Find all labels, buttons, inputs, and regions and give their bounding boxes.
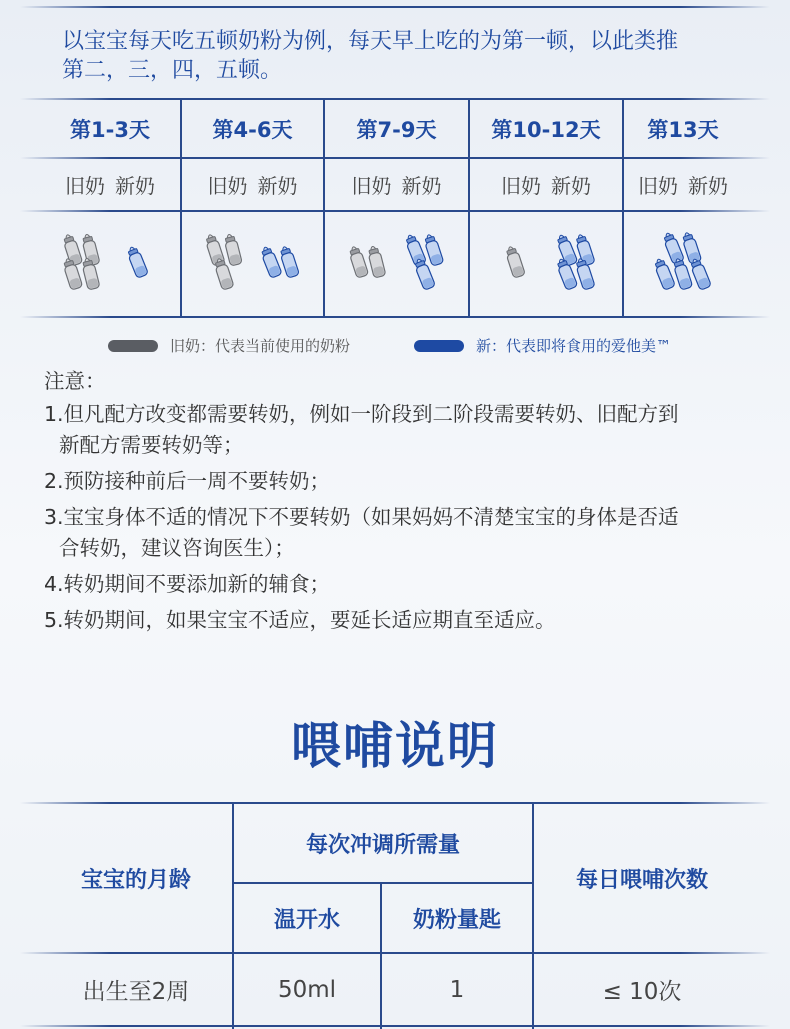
day-header: 第1-3天 [70, 117, 150, 142]
old-bottle-icon [504, 245, 525, 278]
intro-text [62, 27, 742, 85]
new-milk-label: 新奶 [115, 174, 155, 198]
old-bottle-icon [348, 245, 369, 278]
old-milk-swatch [108, 340, 158, 352]
note-line: 4.转奶期间不要添加新的辅食； [44, 572, 331, 596]
new-bottle-icon [662, 231, 685, 264]
sub-header [40, 159, 180, 210]
note-line: 3.宝宝身体不适的情况下不要转奶（如果妈妈不清楚宝宝的身体是否适 [44, 505, 679, 529]
old-milk-label: 旧奶 [501, 174, 541, 198]
header-times: 每日喂哺次数 [575, 867, 708, 893]
header-scoops: 奶粉量匙 [412, 907, 501, 933]
note-item [44, 502, 754, 564]
legend-new [414, 335, 671, 356]
top-divider [20, 6, 770, 8]
header-water: 温开水 [273, 907, 340, 933]
row-times: ≤ 10次 [602, 979, 682, 1005]
day-header: 第10-12天 [491, 117, 601, 142]
note-item [44, 605, 754, 636]
old-milk-label: 旧奶 [351, 174, 392, 198]
bottle-cell [325, 212, 468, 316]
note-line: 新配方需要转奶等； [59, 433, 244, 457]
legend-old-text: 旧奶：代表当前使用的奶粉 [170, 337, 351, 355]
old-milk-label: 旧奶 [65, 174, 105, 198]
new-bottle-icon [126, 245, 149, 278]
new-bottle-icon [423, 233, 444, 266]
new-bottle-icon [259, 245, 282, 278]
note-line: 2.预防接种前后一周不要转奶； [44, 469, 331, 493]
note-line: 1.但凡配方改变都需要转奶，例如一阶段到二阶段需要转奶、旧配方到 [44, 402, 679, 426]
feeding-line-row-bottom [20, 1025, 770, 1027]
notes-heading: 注意： [44, 369, 106, 393]
day-header: 第7-9天 [356, 117, 437, 142]
legend-new-text: 新：代表即将食用的爱他美™ [476, 337, 672, 355]
old-bottle-icon [367, 245, 386, 278]
bottle-cell [40, 212, 180, 316]
table-line-bottom [20, 316, 770, 318]
sub-header [470, 159, 622, 210]
bottle-cell [182, 212, 323, 316]
intro-line-2: 第二，三，四，五顿。 [62, 58, 283, 83]
new-bottle-icon [681, 231, 702, 264]
new-milk-label: 新奶 [401, 174, 442, 198]
new-milk-label: 新奶 [688, 174, 728, 198]
feeding-title: 喂哺说明 [291, 717, 499, 775]
old-bottle-icon [223, 233, 242, 266]
day-header: 第13天 [647, 117, 719, 142]
new-milk-swatch [414, 340, 464, 352]
note-line: 5.转奶期间，如果宝宝不适应，要延长适应期直至适应。 [44, 608, 556, 632]
legend-old [108, 335, 350, 356]
day-header: 第4-6天 [212, 117, 293, 142]
row-age: 出生至2周 [82, 979, 190, 1005]
new-milk-label: 新奶 [551, 174, 591, 198]
header-amount: 每次冲调所需量 [305, 832, 460, 858]
row-water: 50ml [277, 976, 337, 1003]
old-milk-label: 旧奶 [207, 174, 248, 198]
sub-header [325, 159, 468, 210]
row-scoops: 1 [449, 976, 465, 1003]
sub-header [624, 159, 742, 210]
header-age: 宝宝的月龄 [80, 867, 191, 893]
bottle-cell [624, 212, 742, 316]
new-bottle-icon [278, 245, 299, 278]
new-milk-label: 新奶 [257, 174, 298, 198]
note-line: 合转奶，建议咨询医生）； [59, 536, 295, 560]
note-item [44, 569, 754, 600]
bottle-cell [470, 212, 622, 316]
notes [44, 366, 754, 636]
sub-header [182, 159, 323, 210]
old-milk-label: 旧奶 [638, 174, 678, 198]
note-item [44, 466, 754, 497]
note-item [44, 399, 754, 461]
intro-line-1: 以宝宝每天吃五顿奶粉为例，每天早上吃的为第一顿，以此类推 [62, 29, 679, 54]
